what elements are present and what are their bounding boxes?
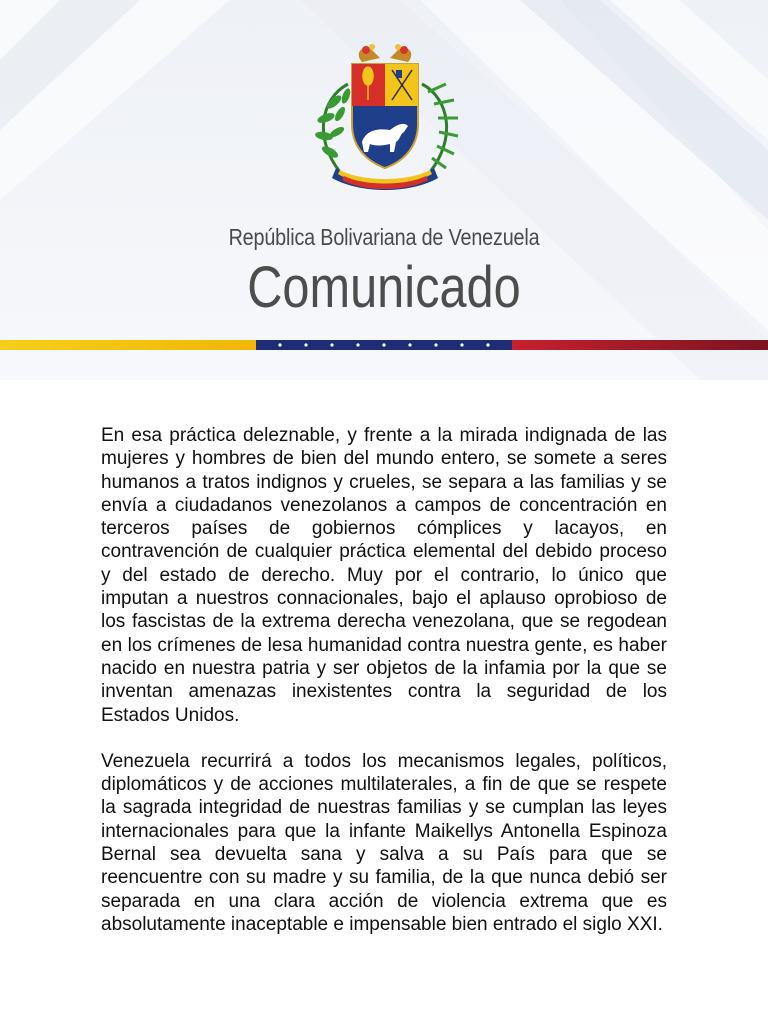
paragraph: Venezuela recurrirá a todos los mecanismos legales, políticos, diplomáticos y de acciones multilaterales, a fin de que se respete la sagrada integridad de nuestras familias y se cumplan las leyes internacionales para que la infante Maikellys Antonella Espinoza Bernal sea devuelta sana y salva a su País para que se reencuentre con su madre y su familia, de la que nunca debió ser separada en una clara acción de violencia extrema que es absolutamente inaceptable e impensable bien entrado el siglo XXI. — [101, 750, 667, 935]
flag-stripe-yellow — [0, 340, 256, 350]
coat-of-arms-icon — [300, 44, 470, 194]
republic-name: República Bolivariana de Venezuela — [228, 224, 540, 250]
communique-body — [101, 424, 667, 959]
star-icons — [256, 340, 512, 350]
page-title: Comunicado — [247, 255, 521, 320]
letterhead — [0, 0, 768, 380]
paragraph: En esa práctica deleznable, y frente a la mirada indignada de las mujeres y hombres de bien del mundo entero, se somete a seres humanos a tratos indignos y crueles, se separa a las familias y se envía a ciudadanos venezolanos a campos de concentración en terceros países de gobiernos cómplices y lacayos, en contravención de cualquier práctica elemental del debido proceso y del estado de derecho. Muy por el contrario, lo único que imputan a nuestros connacionales, bajo el aplauso oprobioso de los fascistas de la extrema derecha venezolana, que se regodean en los crímenes de lesa humanidad contra nuestra gente, es haber nacido en nuestra patria y ser objetos de la infamia por la que se inventan amenazas inexistentes contra la seguridad de los Estados Unidos. — [101, 425, 667, 726]
flag-stripe — [0, 340, 768, 350]
flag-stripe-red — [512, 340, 768, 350]
